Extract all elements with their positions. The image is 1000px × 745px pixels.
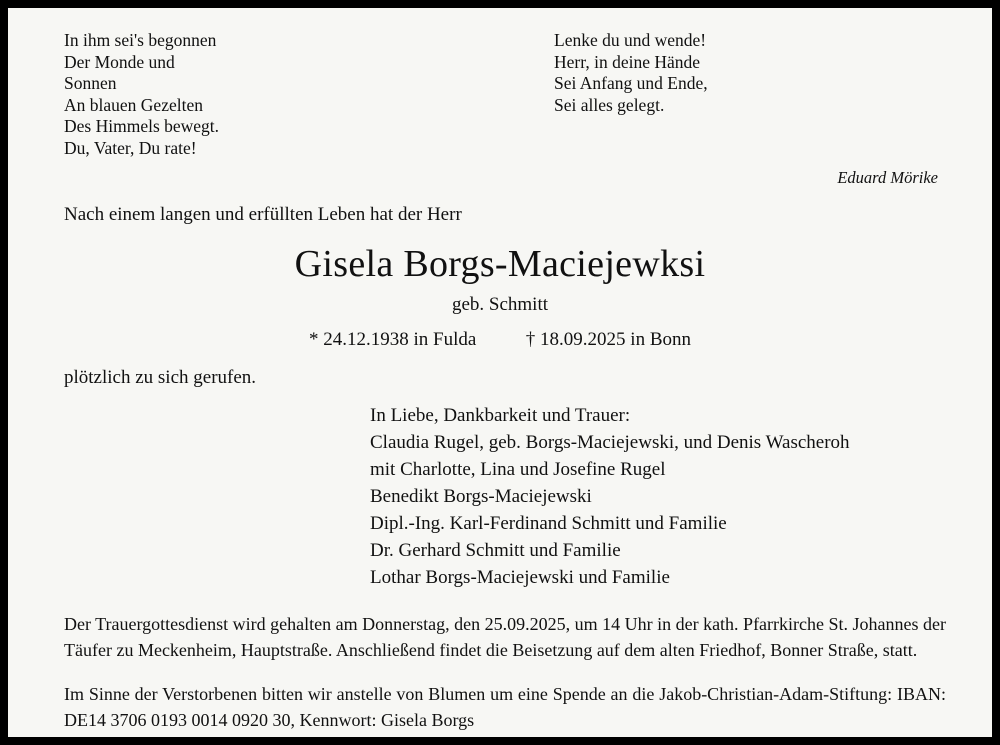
poem-line: An blauen Gezelten (64, 94, 203, 115)
obituary-notice (8, 8, 992, 737)
family-member: mit Charlotte, Lina und Josefine Rugel (370, 459, 666, 480)
poem-line: In ihm sei's begonnen (64, 30, 217, 50)
poem-line: Sei Anfang und Ende, (554, 73, 708, 93)
family-block (50, 402, 950, 591)
poem-line: Sonnen (64, 73, 117, 93)
family-heading: In Liebe, Dankbarkeit und Trauer: (370, 405, 631, 426)
lead-line: Nach einem langen und erfüllten Leben hat der Herr (64, 204, 462, 225)
donation-details: Im Sinne der Verstorbenen bitten wir anstelle von Blumen um eine Spende an die Jakob-Christian-Adam-Stiftung: IBAN: DE14 3706 0193 0014 0920 30, Kennwort: Gisela Borgs (64, 684, 946, 730)
life-dates (50, 329, 950, 351)
birth-date: * 24.12.1938 in Fulda (308, 329, 477, 350)
maiden-name: geb. Schmitt (451, 294, 549, 315)
poem-line: Lenke du und wende! (554, 30, 707, 50)
death-date: † 18.09.2025 in Bonn (525, 329, 691, 350)
poem-line: Sei alles gelegt. (554, 94, 665, 115)
poem-left-column (50, 30, 478, 159)
family-member: Lothar Borgs-Maciejewski und Familie (370, 567, 670, 588)
poem-attribution: Eduard Mörike (837, 168, 938, 187)
poem-line: Des Himmels bewegt. (64, 116, 220, 136)
deceased-name: Gisela Borgs-Maciejewksi (294, 243, 706, 285)
family-member: Dr. Gerhard Schmitt und Familie (370, 540, 621, 561)
poem-line: Du, Vater, Du rate! (64, 137, 197, 158)
poem-right-column (546, 30, 950, 116)
family-member: Benedikt Borgs-Maciejewski (370, 486, 592, 507)
family-member: Dipl.-Ing. Karl-Ferdinand Schmitt und Familie (370, 513, 727, 534)
poem-line: Herr, in deine Hände (554, 51, 701, 72)
family-member: Claudia Rugel, geb. Borgs-Maciejewski, und Denis Wascheroh (370, 432, 850, 453)
poem-block (50, 30, 950, 159)
after-line: plötzlich zu sich gerufen. (64, 367, 257, 388)
service-details: Der Trauergottesdienst wird gehalten am Donnerstag, den 25.09.2025, um 14 Uhr in der kath. Pfarrkirche St. Johannes der Täufer zu Meckenheim, Hauptstraße. Anschließend findet die Beisetzung auf dem alten Friedhof, Bonner Straße, statt. (64, 614, 946, 660)
poem-line: Der Monde und (64, 51, 175, 72)
